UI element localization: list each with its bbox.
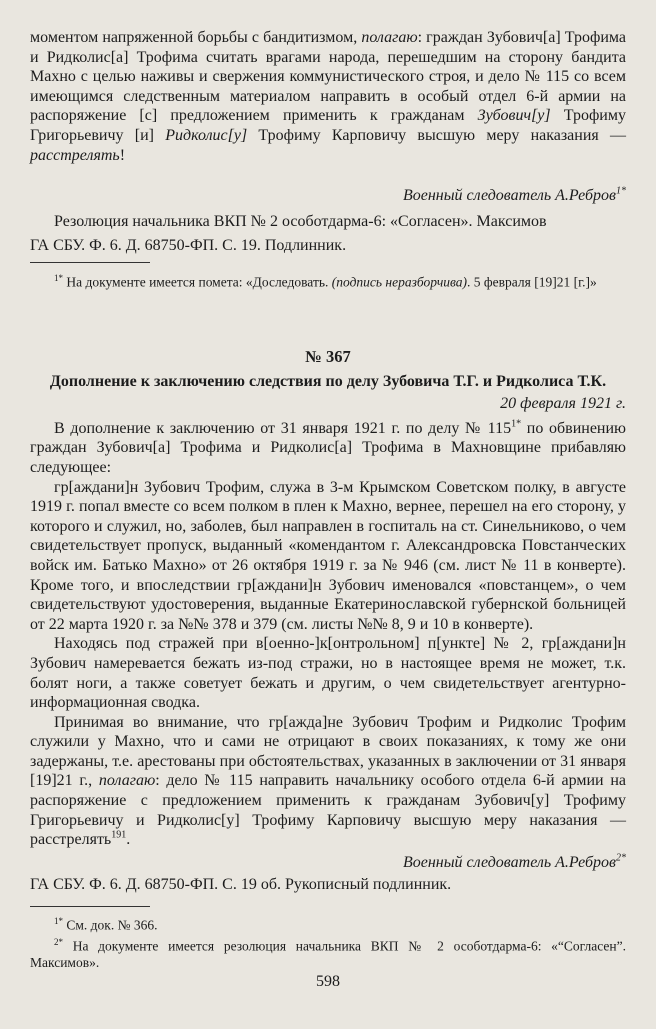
footnote-rule-2 [30,906,150,907]
footnote-block-1 [30,262,626,291]
footnote-1: $^{1*}$ На документе имеется помета: «Доследовать. (подпись неразборчива). 5 февраля [19]21 [г.]» [54,273,597,290]
signature-block-1 [30,186,626,206]
conclusion-paragraph: моментом напряженной борьбы с бандитизмом, полагаю: граждан Зубович[а] Трофима и Ридколис[а] Трофима считать врагами народа, перешедшим на сторону бандита Махно с целью наживы и свержения коммунистического строя, и дело № 115 со всем имеющимся следственным материалом направить в особый отдел 6-й армии на распоряжение [с] предложением применить к гражданам Зубович[у] Трофиму Григорьевичу [и] Ридколис[у] Трофиму Карповичу высшую меру наказания — расстрелять! [30,29,627,164]
body-paragraph-4: Принимая во внимание, что гр[ажда]не Зубович Трофим и Ридколис Трофим служили у Махно, что и сами не отрицают в своих показаниях, к тому же они задержаны, т.е. арестованы при обстоятельствах, указанных в заключении от 31 января [19]21 г., полагаю: дело № 115 направить начальнику особого отдела 6-й армии на распоряжение с предложением применить к гражданам Зубович[у] Трофиму Григорьевичу и Ридколис[у] Трофиму Карповичу высшую меру наказания — расстрелять$^{191}$. [30,713,626,849]
body-paragraph-2: гр[аждани]н Зубович Трофим, служа в 3-м Крымском Советском полку, в августе 1919 г. попал вместе со всем полком в плен к Махно, вернее, перешел на его сторону, у которого и служил, но, заболев, был направлен в госпиталь на ст. Синельниково, о чем свидетельствует пропуск, выданный «комендантом г. Александровска Повстанческих войск им. Батько Махно» от 26 октября 1919 г. за № 946 (см. лист № 11 в конверте). Кроме того, и впоследствии гр[аждани]н Зубович именовался «повстанцем», о чем свидетельствуют удостоверения, выданные Екатеринославской губернской больницей от 22 марта 1920 г. за №№ 378 и 379 (см. листы №№ 8, 9 и 10 в конверте). [30,478,626,633]
body-paragraph-3: Находясь под стражей при в[оенно-]к[онтрольном] п[ункте] № 2, гр[аждани]н Зубович намеревается бежать из-под стражи, но в настоящее время не может, т.к. болят ноги, а также советует бежать и другим, о чем свидетельствует агентурно-информационная сводка. [30,635,626,712]
resolution-1: Резолюция начальника ВКП № 2 особотдарма-6: «Согласен». Максимов [54,213,547,230]
archive-reference-2: ГА СБУ. Ф. 6. Д. 68750-ФП. С. 19 об. Рукописный подлинник. [30,876,452,894]
signature-1: Военный следователь А.Ребров$^{1*}$ [402,185,626,204]
document-number: № 367 [305,347,351,366]
document-heading: Дополнение к заключению следствия по делу Зубовича Т.Г. и Ридколиса Т.К. [49,372,607,390]
footnote-3: $^{2*}$ На документе имеется резолюция начальника ВКП № 2 особотдарма-6: «“Согласен”. Максимов». [30,936,626,970]
document-date: 20 февраля 1921 г. [500,395,626,413]
previous-document-ending [30,28,626,165]
signature-2: Военный следователь А.Ребров$^{2*}$ [402,852,626,871]
footnote-block-2 [30,906,626,971]
document-367 [30,347,626,895]
body-paragraph-1: В дополнение к заключению от 31 января 1921 г. по делу № $115^{1*}$ по обвинению граждан Зубович[а] Трофима и Ридколис[а] Трофима в Махновщине прибавляю следующее: [30,418,626,476]
archive-reference-1: ГА СБУ. Ф. 6. Д. 68750-ФП. С. 19. Подлинник. [30,236,347,254]
page-number: 598 [316,973,340,990]
resolution-block-1 [30,212,626,255]
footnote-2: $^{1*}$ См. док. № 366. [54,916,158,933]
footnote-rule-1 [30,262,150,263]
